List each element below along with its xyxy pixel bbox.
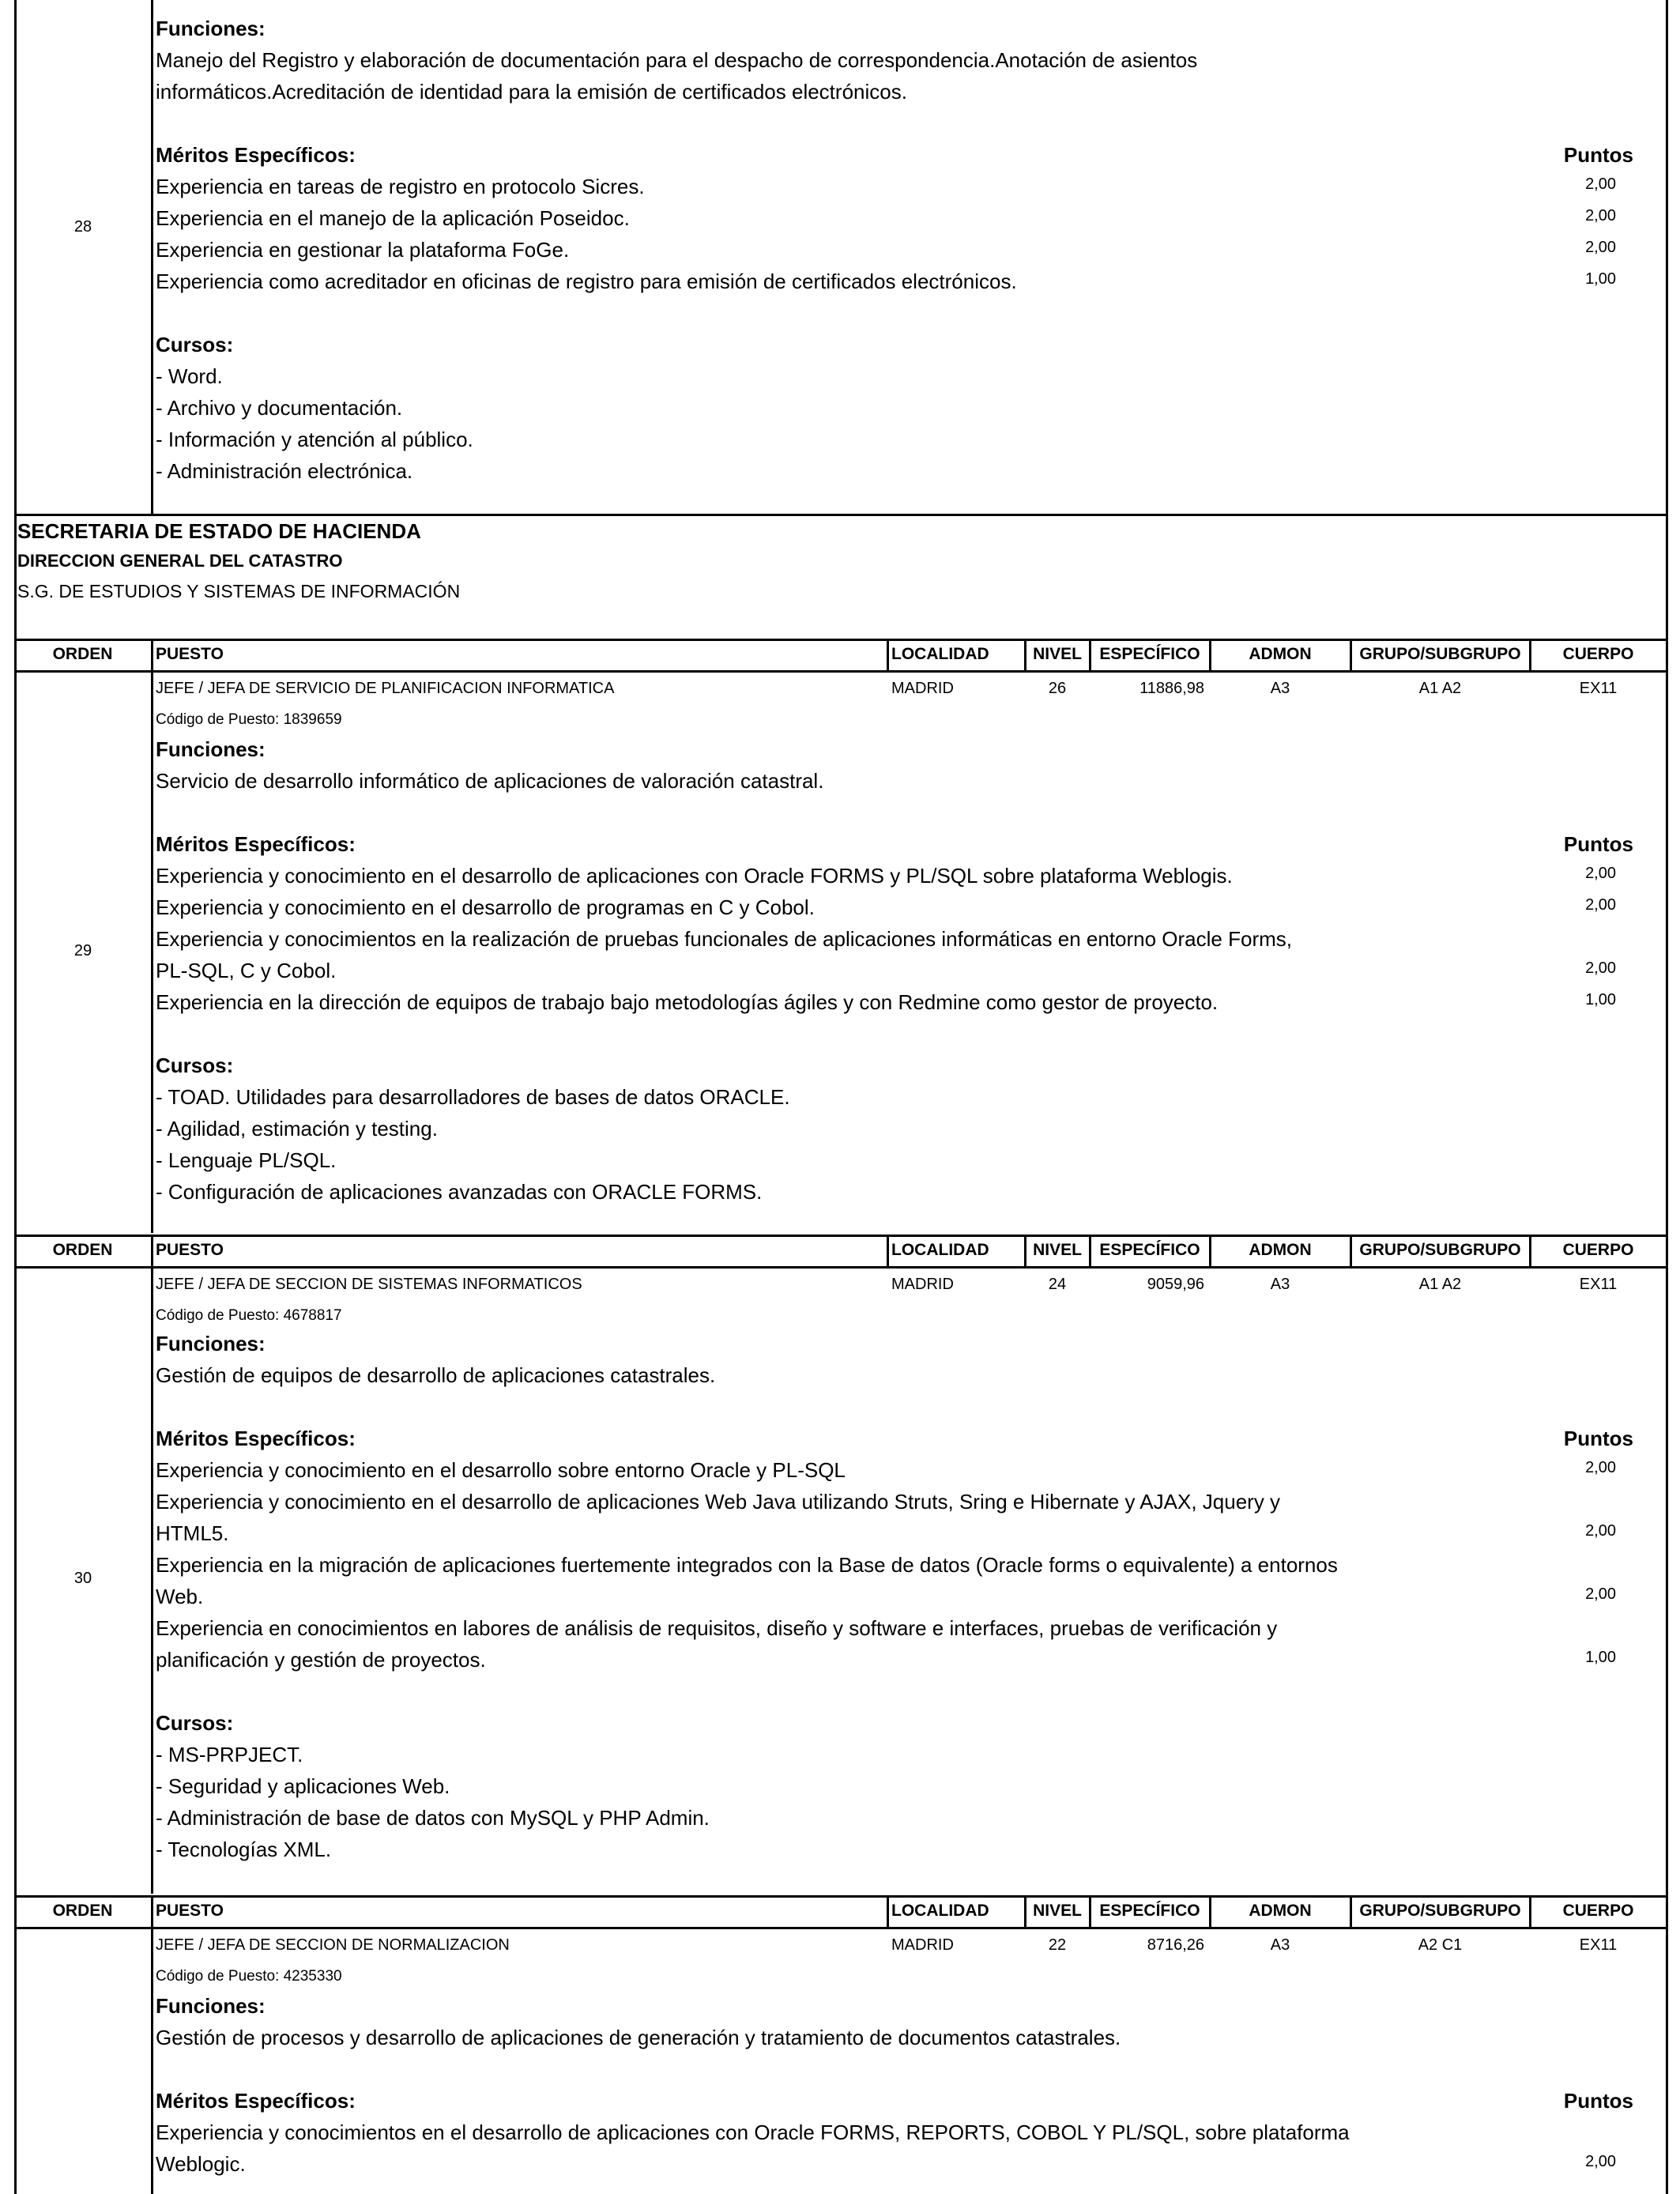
hdr31-hdr-especifico: ESPECÍFICO — [1099, 1902, 1200, 1920]
hdr30-hdr-especifico: ESPECÍFICO — [1099, 1241, 1200, 1259]
block30-codigo: Código de Puesto: 4678817 — [156, 1307, 342, 1324]
block29-curso-item: - TOAD. Utilidades para desarrolladores de bases de datos ORACLE. — [156, 1085, 790, 1109]
block29-merito-text: PL-SQL, C y Cobol. — [156, 959, 337, 982]
block31-nivel: 22 — [1048, 1936, 1067, 1954]
hdr29-hdr-sep-especifico — [1089, 639, 1091, 670]
block30-grupo: A1 A2 — [1418, 1276, 1462, 1293]
hdr29-hdr-sep-grupo — [1350, 639, 1352, 670]
hdr29-hdr-cuerpo: CUERPO — [1562, 645, 1634, 663]
block30-merito-text: Experiencia en conocimientos en labores de análisis de requisitos, diseño y software e interfaces, pruebas de verificación y — [156, 1616, 1278, 1640]
block29-funciones-label: Funciones: — [156, 737, 266, 761]
block30-merito-points: 2,00 — [1585, 1522, 1616, 1540]
block29-admon: A3 — [1270, 680, 1290, 697]
block28-curso-item: - Información y atención al público. — [156, 428, 473, 451]
block28-merito-text: Experiencia en el manejo de la aplicación Poseidoc. — [156, 206, 630, 230]
block30-funciones-label: Funciones: — [156, 1332, 266, 1355]
block29-curso-item: - Configuración de aplicaciones avanzadas con ORACLE FORMS. — [156, 1180, 763, 1204]
block30-curso-item: - Administración de base de datos con MySQL y PHP Admin. — [156, 1806, 710, 1830]
block30-merito-points: 2,00 — [1585, 1585, 1616, 1603]
block30-especifico: 9059,96 — [1147, 1276, 1204, 1293]
block29-cursos-label: Cursos: — [156, 1054, 234, 1077]
hdr30-hdr-localidad: LOCALIDAD — [891, 1241, 989, 1259]
block28-curso-item: - Administración electrónica. — [156, 459, 413, 483]
block29-curso-item: - Lenguaje PL/SQL. — [156, 1148, 337, 1172]
block30-nivel: 24 — [1048, 1276, 1067, 1293]
block30-merito-text: Experiencia y conocimiento en el desarrollo de aplicaciones Web Java utilizando Struts, Sring e Hibernate y AJAX, Jquery y — [156, 1490, 1281, 1514]
hdr31-hdr-sep-nivel — [1024, 1895, 1026, 1927]
block29-puntos-label: Puntos — [1563, 832, 1633, 856]
block30-merito-text: HTML5. — [156, 1521, 229, 1545]
orden-28: 28 — [73, 218, 92, 236]
block31-puesto: JEFE / JEFA DE SECCION DE NORMALIZACION — [156, 1936, 510, 1954]
block29-merito-text: Experiencia y conocimientos en la realización de pruebas funcionales de aplicaciones informáticas en entorno Oracle Forms, — [156, 927, 1292, 951]
block28-curso-item: - Archivo y documentación. — [156, 396, 403, 420]
block31-grupo: A2 C1 — [1418, 1936, 1463, 1954]
block31-codigo: Código de Puesto: 4235330 — [156, 1968, 342, 1985]
hdr30-hdr-grupo: GRUPO/SUBGRUPO — [1359, 1241, 1521, 1259]
hdr31-hdr-localidad: LOCALIDAD — [891, 1902, 989, 1920]
hdr30-hdr-sep-nivel — [1024, 1235, 1026, 1266]
block31-puntos-label: Puntos — [1563, 2089, 1633, 2113]
block31-cuerpo: EX11 — [1579, 1936, 1618, 1954]
hdr30-hdr-sep-especifico — [1089, 1235, 1091, 1266]
block29-localidad: MADRID — [891, 680, 954, 697]
block29-merito-text: Experiencia en la dirección de equipos de trabajo bajo metodologías ágiles y con Redmine como gestor de proyecto. — [156, 990, 1219, 1014]
block29-puesto: JEFE / JEFA DE SERVICIO DE PLANIFICACION INFORMATICA — [156, 680, 615, 697]
page-left-border — [14, 0, 17, 2194]
block30-merito-points: 2,00 — [1585, 1459, 1616, 1476]
hdr29-hdr-puesto: PUESTO — [156, 645, 224, 663]
hdr29-hdr-sep-localidad — [887, 639, 889, 670]
col1-sep-31 — [151, 1927, 153, 2194]
block30-puesto: JEFE / JEFA DE SECCION DE SISTEMAS INFORMATICOS — [156, 1276, 582, 1293]
block30-merito-text: Experiencia y conocimiento en el desarrollo sobre entorno Oracle y PL-SQL — [156, 1458, 846, 1482]
hdr30-hdr-nivel: NIVEL — [1033, 1241, 1082, 1259]
block29-funciones-line: Servicio de desarrollo informático de aplicaciones de valoración catastral. — [156, 769, 824, 793]
block29-merito-points: 2,00 — [1585, 959, 1616, 977]
page-right-border — [1666, 0, 1668, 2194]
block28-funciones-label: Funciones: — [156, 17, 266, 40]
hdr29-hdr-sep-admon — [1209, 639, 1211, 670]
block31-especifico: 8716,26 — [1147, 1936, 1204, 1954]
hdr30-hdr-admon: ADMON — [1249, 1241, 1312, 1259]
hdr30-hdr-cuerpo: CUERPO — [1562, 1241, 1634, 1259]
hdr29-hdr-admon: ADMON — [1249, 645, 1312, 663]
hdr29-hdr-especifico: ESPECÍFICO — [1099, 645, 1200, 663]
block30-merito-text: Experiencia en la migración de aplicaciones fuertemente integrados con la Base de datos (Oracle forms o equivalente) a entornos — [156, 1553, 1338, 1577]
orden-29: 29 — [73, 942, 92, 959]
block30-merito-text: planificación y gestión de proyectos. — [156, 1648, 486, 1672]
block29-meritos-label: Méritos Específicos: — [156, 832, 356, 856]
hdr31-hdr-nivel: NIVEL — [1033, 1902, 1082, 1920]
block28-curso-item: - Word. — [156, 364, 223, 388]
block30-localidad: MADRID — [891, 1276, 954, 1293]
hdr30-hdr-orden: ORDEN — [52, 1241, 113, 1259]
block31-merito-text: Weblogic. — [156, 2152, 246, 2176]
block31-merito-text: Experiencia y conocimientos en el desarrollo de aplicaciones con Oracle FORMS, REPORTS, COBOL Y PL/SQL, sobre plataforma — [156, 2120, 1350, 2144]
block29-nivel: 26 — [1048, 680, 1067, 697]
hdr31-hdr-admon: ADMON — [1249, 1902, 1312, 1920]
hdr31-hdr-puesto: PUESTO — [156, 1902, 224, 1920]
block28-merito-text: Experiencia en tareas de registro en protocolo Sicres. — [156, 175, 645, 198]
block29-especifico: 11886,98 — [1139, 680, 1204, 697]
hdr31-hdr-orden: ORDEN — [52, 1902, 113, 1920]
section-subdireccion: S.G. DE ESTUDIOS Y SISTEMAS DE INFORMACIÓN — [17, 581, 461, 601]
hdr29-bottom-rule — [14, 670, 1667, 673]
hdr31-hdr-cuerpo: CUERPO — [1562, 1902, 1634, 1920]
block28-merito-points: 2,00 — [1585, 207, 1616, 224]
block30-puntos-label: Puntos — [1563, 1427, 1633, 1450]
hdr29-hdr-sep-nivel — [1024, 639, 1026, 670]
hdr30-hdr-puesto: PUESTO — [156, 1241, 224, 1259]
section-secretaria: SECRETARIA DE ESTADO DE HACIENDA — [17, 519, 421, 543]
block28-puntos-label: Puntos — [1563, 143, 1633, 167]
orden-30: 30 — [73, 1570, 92, 1587]
hdr31-hdr-sep-localidad — [887, 1895, 889, 1927]
block29-cuerpo: EX11 — [1579, 680, 1618, 697]
block29-merito-points: 2,00 — [1585, 896, 1616, 914]
hdr30-hdr-sep-localidad — [887, 1235, 889, 1266]
hdr31-hdr-sep-admon — [1209, 1895, 1211, 1927]
hdr31-hdr-sep-cuerpo — [1529, 1895, 1531, 1927]
block31-merito-points: 2,00 — [1585, 2153, 1616, 2170]
hdr29-hdr-grupo: GRUPO/SUBGRUPO — [1359, 645, 1521, 663]
hdr30-bottom-rule — [14, 1266, 1667, 1269]
block30-curso-item: - MS-PRPJECT. — [156, 1743, 303, 1766]
block29-merito-text: Experiencia y conocimiento en el desarrollo de aplicaciones con Oracle FORMS y PL/SQL sobre plataforma Weblogis. — [156, 864, 1233, 888]
hdr31-hdr-sep-grupo — [1350, 1895, 1352, 1927]
block29-merito-points: 1,00 — [1585, 991, 1616, 1008]
hdr30-hdr-sep-admon — [1209, 1235, 1211, 1266]
block28-merito-text: Experiencia como acreditador en oficinas de registro para emisión de certificados electrónicos. — [156, 270, 1017, 293]
block31-funciones-label: Funciones: — [156, 1994, 266, 2018]
block30-curso-item: - Tecnologías XML. — [156, 1838, 332, 1861]
hdr30-hdr-sep-cuerpo — [1529, 1235, 1531, 1266]
block28-merito-points: 2,00 — [1585, 239, 1616, 256]
block30-curso-item: - Seguridad y aplicaciones Web. — [156, 1774, 450, 1798]
block28-funciones-line: informáticos.Acreditación de identidad para la emisión de certificados electrónicos. — [156, 80, 907, 104]
hdr29-hdr-orden: ORDEN — [52, 645, 113, 663]
block29-merito-points: 2,00 — [1585, 865, 1616, 882]
hdr29-hdr-sep-puesto — [151, 639, 153, 670]
hdr30-hdr-sep-puesto — [151, 1235, 153, 1266]
hdr31-hdr-grupo: GRUPO/SUBGRUPO — [1359, 1902, 1521, 1920]
block29-curso-item: - Agilidad, estimación y testing. — [156, 1117, 438, 1140]
block30-funciones-line: Gestión de equipos de desarrollo de aplicaciones catastrales. — [156, 1363, 716, 1387]
block30-merito-points: 1,00 — [1585, 1649, 1616, 1666]
hdr29-hdr-sep-cuerpo — [1529, 639, 1531, 670]
block28-meritos-label: Méritos Específicos: — [156, 143, 356, 167]
block28-merito-points: 1,00 — [1585, 270, 1616, 288]
hdr30-hdr-sep-grupo — [1350, 1235, 1352, 1266]
block31-meritos-label: Méritos Específicos: — [156, 2089, 356, 2113]
col1-sep-28 — [151, 0, 153, 514]
hdr29-hdr-nivel: NIVEL — [1033, 645, 1082, 663]
block29-codigo: Código de Puesto: 1839659 — [156, 711, 342, 728]
section-direccion: DIRECCION GENERAL DEL CATASTRO — [17, 551, 343, 571]
block29-merito-text: Experiencia y conocimiento en el desarrollo de programas en C y Cobol. — [156, 895, 815, 919]
block28-merito-text: Experiencia en gestionar la plataforma FoGe. — [156, 238, 570, 262]
hdr31-hdr-sep-puesto — [151, 1895, 153, 1927]
hdr29-hdr-localidad: LOCALIDAD — [891, 645, 989, 663]
block28-merito-points: 2,00 — [1585, 175, 1616, 193]
block28-cursos-label: Cursos: — [156, 333, 234, 356]
hdr31-hdr-sep-especifico — [1089, 1895, 1091, 1927]
block30-merito-text: Web. — [156, 1585, 204, 1608]
block31-funciones-line: Gestión de procesos y desarrollo de aplicaciones de generación y tratamiento de documentos catastrales. — [156, 2026, 1121, 2049]
block31-localidad: MADRID — [891, 1936, 954, 1954]
block30-cursos-label: Cursos: — [156, 1711, 234, 1735]
block30-cuerpo: EX11 — [1579, 1276, 1618, 1293]
block29-grupo: A1 A2 — [1418, 680, 1462, 697]
block30-admon: A3 — [1270, 1276, 1290, 1293]
block28-funciones-line: Manejo del Registro y elaboración de documentación para el despacho de correspondencia.Anotación de asientos — [156, 48, 1198, 72]
block30-meritos-label: Méritos Específicos: — [156, 1427, 356, 1450]
hdr31-bottom-rule — [14, 1927, 1667, 1929]
block31-admon: A3 — [1270, 1936, 1290, 1954]
